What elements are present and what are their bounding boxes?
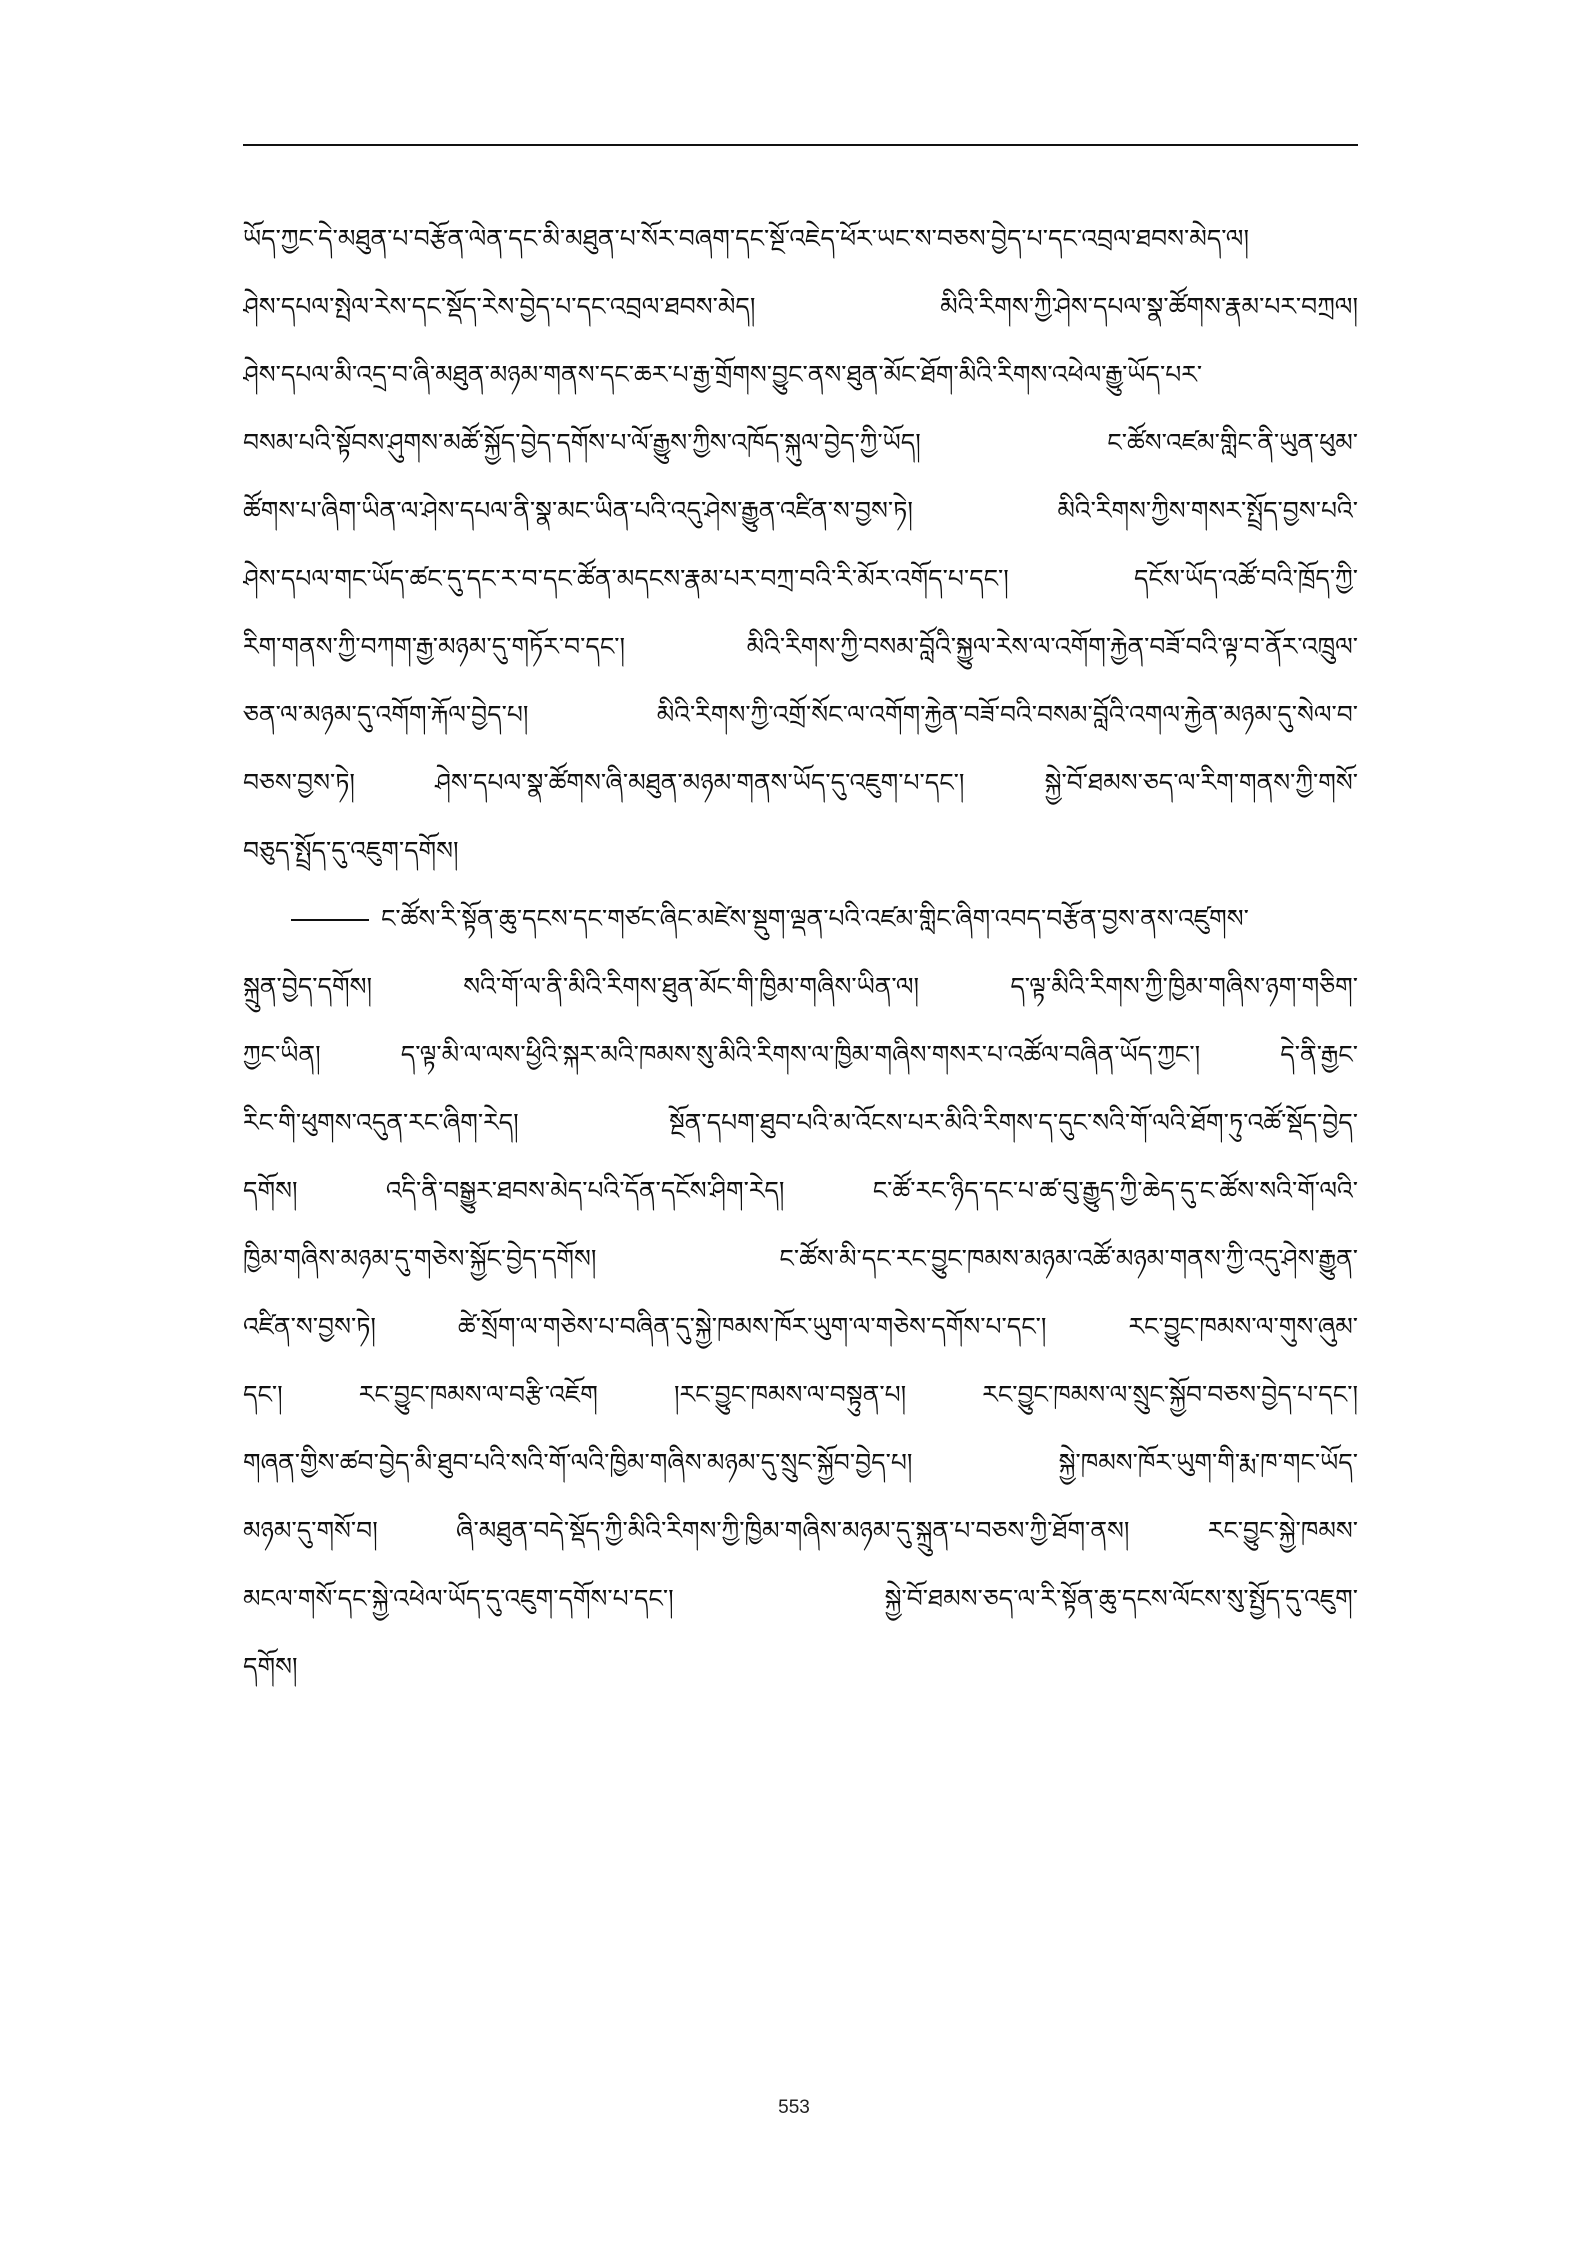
text-line: མཉམ་དུ་གསོ་བ། ཞི་མཐུན་བདེ་སྡོད་ཀྱི་མིའི་རིགས་ཀྱི་ཁྱིམ་གཞིས་མཉམ་དུ་སྐྲུན་པ་བཅས་ཀྱི་ཐོག་ནས། རང་བྱུང་སྐྱེ་ཁམས་	[243, 1516, 1358, 1545]
text-line: རིང་གི་ཕུགས་འདུན་རང་ཞིག་རེད། སྔོན་དཔག་ཐུབ་པའི་མ་འོངས་པར་མིའི་རིགས་ད་དུང་སའི་གོ་ལའི་ཐོག་ཏུ་འཚོ་སྡོད་བྱེད་	[243, 1108, 1358, 1137]
text-line: མངལ་གསོ་དང་སྐྱེ་འཕེལ་ཡོད་དུ་འཇུག་དགོས་པ་དང་། སྐྱེ་བོ་ཐམས་ཅད་ལ་རི་སྟོན་ཆུ་དངས་ལོངས་སུ་སྤྱོད་དུ་འཇུག་	[243, 1584, 1358, 1613]
text-line: ཤེས་དཔལ་གང་ཡོད་ཚང་དུ་དང་ར་བ་དང་ཚོན་མདངས་རྣམ་པར་བཀྲ་བའི་རི་མོར་འགོད་པ་དང་། དངོས་ཡོད་འཚོ་བའི་ཁྲོད་ཀྱི་	[243, 564, 1358, 593]
text-line: གཞན་གྱིས་ཚབ་བྱེད་མི་ཐུབ་པའི་སའི་གོ་ལའི་ཁྱིམ་གཞིས་མཉམ་དུ་སྲུང་སྐྱོབ་བྱེད་པ། སྐྱེ་ཁམས་ཁོར་ཡུག་གི་རྨ་ཁ་གང་ཡོད་	[243, 1448, 1358, 1477]
text-line: དགོས། འདི་ནི་བསྒྱུར་ཐབས་མེད་པའི་དོན་དངོས་ཤིག་རེད། ང་ཚོ་རང་ཉིད་དང་པ་ཚ་བུ་རྒྱུད་ཀྱི་ཆེད་དུ་ང་ཚོས་སའི་གོ་ལའི་	[243, 1176, 1358, 1205]
em-dash	[291, 919, 369, 921]
text-line: ཡོད་ཀྱང་དེ་མཐུན་པ་བརྩོན་ལེན་དང་མི་མཐུན་པ་སོར་བཞག་དང་སྔོ་འཇེད་ཕོར་ཡང་ས་བཅས་བྱེད་པ་དང་འབྲལ་ཐབས་མེད་ལ།	[243, 224, 1250, 253]
text-line: བཅུད་སྤྲོད་དུ་འཇུག་དགོས།	[243, 836, 459, 865]
text-line: ཁྱིམ་གཞིས་མཉམ་དུ་གཅེས་སྐྱོང་བྱེད་དགོས། ང་ཚོས་མི་དང་རང་བྱུང་ཁམས་མཉམ་འཚོ་མཉམ་གནས་ཀྱི་འདུ་ཤེས་རྒྱུན་	[243, 1244, 1358, 1273]
paragraph-2	[243, 885, 1358, 1701]
text-line: སྐྲུན་བྱེད་དགོས། སའི་གོ་ལ་ནི་མིའི་རིགས་ཐུན་མོང་གི་ཁྱིམ་གཞིས་ཡིན་ལ། ད་ལྟ་མིའི་རིགས་ཀྱི་ཁྱིམ་གཞིས་ཉག་གཅིག་	[243, 972, 1358, 1001]
text-line: ཅན་ལ་མཉམ་དུ་འགོག་རྐོལ་བྱེད་པ། མིའི་རིགས་ཀྱི་འགྲོ་སོང་ལ་འགོག་རྐྱེན་བཟོ་བའི་བསམ་བློའི་འགལ་རྐྱེན་མཉམ་དུ་སེལ་བ་	[243, 700, 1358, 729]
text-line: ཚོགས་པ་ཞིག་ཡིན་ལ་ཤེས་དཔལ་ནི་སྣ་མང་ཡིན་པའི་འདུ་ཤེས་རྒྱུན་འཛིན་ས་བྱས་ཏེ། མིའི་རིགས་ཀྱིས་གསར་སྤྲོད་བྱས་པའི་	[243, 496, 1358, 525]
header-rule	[243, 144, 1358, 146]
page-number: 553	[778, 2097, 810, 2118]
text-line: རིག་གནས་ཀྱི་བཀག་རྒྱ་མཉམ་དུ་གཏོར་བ་དང་། མིའི་རིགས་ཀྱི་བསམ་བློའི་སྐྱུལ་རེས་ལ་འགོག་རྐྱེན་བཟོ་བའི་ལྟ་བ་ནོར་འཁྲུལ་	[243, 632, 1358, 661]
text-line: དང་། རང་བྱུང་ཁམས་ལ་བརྩི་འཇོག །རང་བྱུང་ཁམས་ལ་བསྟུན་པ། རང་བྱུང་ཁམས་ལ་སྲུང་སྐྱོབ་བཅས་བྱེད་པ་དང་།	[243, 1380, 1358, 1409]
paragraph-1	[243, 205, 1358, 885]
document-body	[243, 205, 1358, 1701]
text-line-content: ང་ཚོས་རི་སྟོན་ཆུ་དངས་དང་གཙང་ཞིང་མཛེས་སྡུག་ལྡན་པའི་འཛམ་གླིང་ཞིག་འབད་བརྩོན་བྱས་ནས་འཛུགས་	[381, 904, 1249, 933]
text-line: ཤེས་དཔལ་མི་འདྲ་བ་ཞི་མཐུན་མཉམ་གནས་དང་ཆར་པ་རྒྱ་གྲོགས་བྱུང་ནས་ཐུན་མོང་ཐོག་མིའི་རིགས་འཕེལ་རྒྱུ་ཡོད་པར་	[243, 360, 1203, 389]
text-line: འཛིན་ས་བྱས་ཏེ། ཚེ་སྲོག་ལ་གཅེས་པ་བཞིན་དུ་སྐྱེ་ཁམས་ཁོར་ཡུག་ལ་གཅེས་དགོས་པ་དང་། རང་བྱུང་ཁམས་ལ་གུས་ཞུམ་	[243, 1312, 1358, 1341]
text-line: དགོས།	[243, 1652, 298, 1681]
text-line: བཅས་བྱས་ཏེ། ཤེས་དཔལ་སྣ་ཚོགས་ཞི་མཐུན་མཉམ་གནས་ཡོད་དུ་འཇུག་པ་དང་། སྐྱེ་བོ་ཐམས་ཅད་ལ་རིག་གནས་ཀྱི་གསོ་	[243, 768, 1358, 797]
text-line	[243, 885, 1358, 953]
text-line: བསམ་པའི་སྟོབས་ཤུགས་མཚོ་སྐྱོད་བྱེད་དགོས་པ་ལོ་རྒྱུས་ཀྱིས་འཁོད་སྐུལ་བྱེད་ཀྱི་ཡོད། ང་ཚོས་འཛམ་གླིང་ནི་ཡུན་ཕུམ་	[243, 428, 1358, 457]
text-line: ཀྱང་ཡིན། ད་ལྟ་མི་ལ་ལས་ཕྱིའི་སྐར་མའི་ཁམས་སུ་མིའི་རིགས་ལ་ཁྱིམ་གཞིས་གསར་པ་འཚོལ་བཞིན་ཡོད་ཀྱང་། དེ་ནི་རྒྱང་	[243, 1040, 1358, 1069]
text-line: ཤེས་དཔལ་སྤེལ་རེས་དང་སྡོད་རེས་བྱེད་པ་དང་འབྲལ་ཐབས་མེད། མིའི་རིགས་ཀྱི་ཤེས་དཔལ་སྣ་ཚོགས་རྣམ་པར་བཀྲལ།	[243, 292, 1358, 321]
